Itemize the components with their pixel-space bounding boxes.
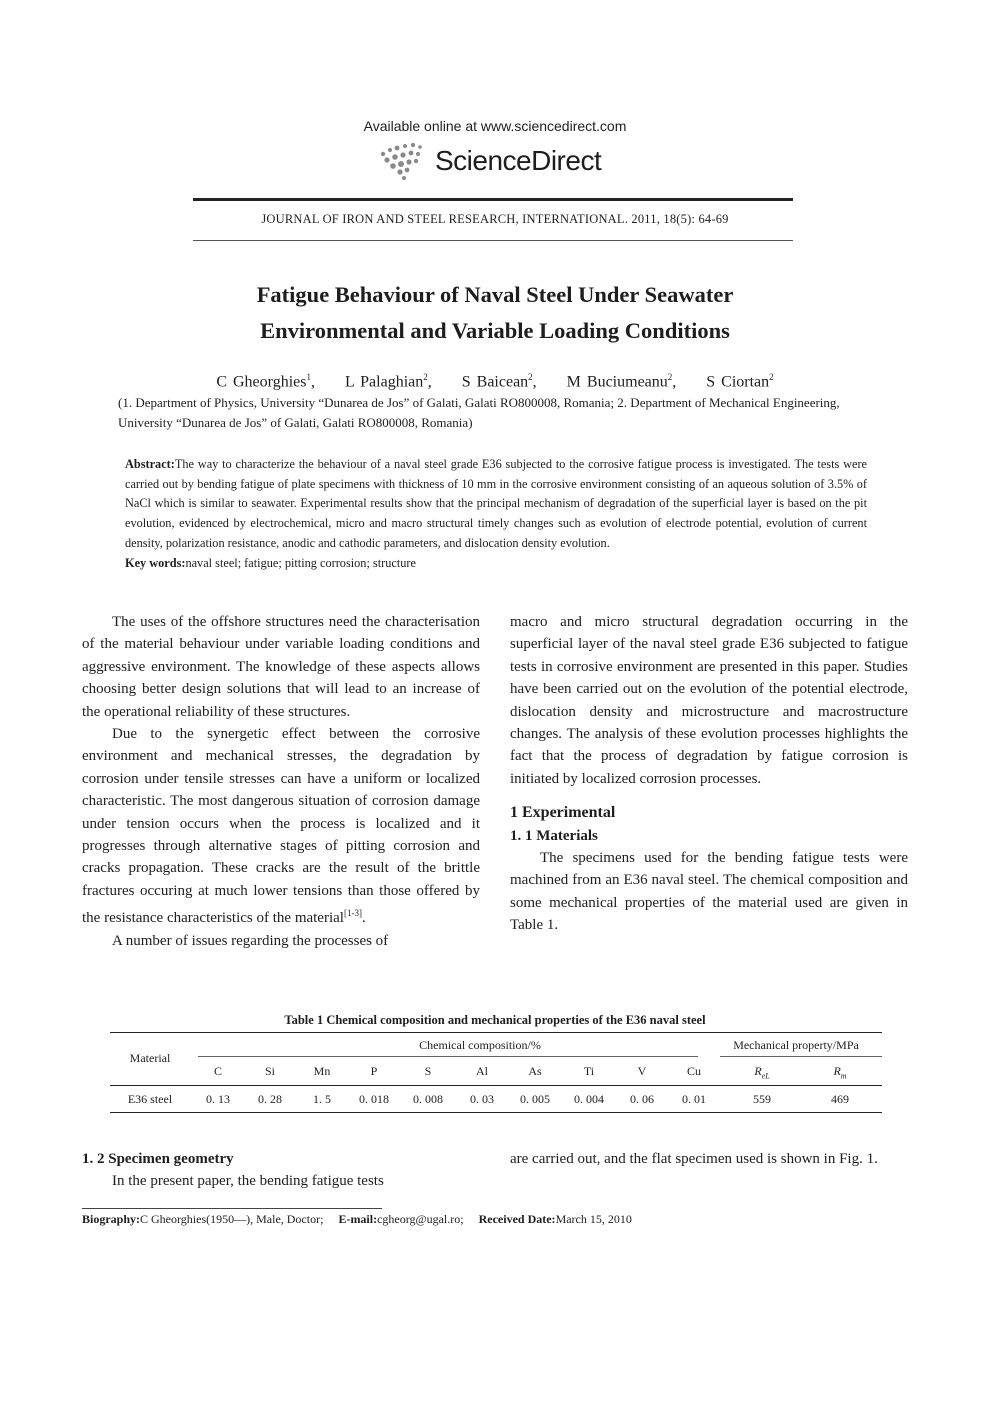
table-col-header-symbol: R: [754, 1064, 762, 1078]
table-col-header: S: [424, 1064, 432, 1078]
author-name: C Gheorghies: [216, 373, 307, 391]
subsection-heading: 1. 1 Materials: [510, 827, 598, 844]
table-col-header: Ti: [583, 1064, 595, 1078]
table-col-header-symbol: R: [833, 1064, 841, 1078]
abstract-paragraph: [125, 455, 867, 554]
abstract-block: [125, 455, 867, 573]
table-group-rule-chem: [198, 1056, 698, 1057]
table-cell: 0. 008: [413, 1092, 443, 1106]
body-right-column: [510, 611, 908, 937]
table-cell: 559: [753, 1092, 771, 1106]
table-col-header: P: [370, 1064, 378, 1078]
body-paragraph: A number of issues regarding the processes of: [112, 932, 389, 949]
body-paragraph: macro and micro structural degradation occurring in the superficial layer of the naval steel grade E36 subjected to fatigue tests in corrosive environment are presented in this paper. Studies have been carried out on the evolution of the potential electrode, dislocation density and microstructure and macrostructure changes. The analysis of these evolution processes highlights the fact that the process of degradation by fatigue corrosion is initiated by localized corrosion processes.: [510, 614, 908, 787]
table-col-header-subscript: eL: [761, 1071, 770, 1081]
biography-footnote: [82, 1212, 912, 1227]
table-header-mechanical: Mechanical property/MPa: [733, 1038, 859, 1052]
table-cell: 469: [831, 1092, 849, 1106]
author-affiliation-mark: 2: [528, 372, 533, 382]
author-name: M Buciumeanu: [566, 373, 668, 391]
table-cell: 0. 01: [682, 1092, 706, 1106]
email-label: E-mail:: [338, 1212, 378, 1226]
table-cell: 0. 03: [470, 1092, 494, 1106]
table-col-header: Al: [476, 1064, 488, 1078]
subsection-heading: 1. 2 Specimen geometry: [82, 1151, 234, 1167]
journal-citation-line: JOURNAL OF IRON AND STEEL RESEARCH, INTERNATIONAL. 2011, 18(5): 64-69: [261, 212, 729, 226]
sciencedirect-logo: [375, 140, 635, 184]
body-left-column: [82, 611, 480, 952]
author-name: S Baicean: [461, 373, 529, 391]
table-bottom-rule: [110, 1112, 882, 1113]
keywords-text: naval steel; fatigue; pitting corrosion; structure: [185, 555, 416, 570]
paper-title-line-1: Fatigue Behaviour of Naval Steel Under Seawater: [256, 282, 734, 307]
table-col-header: [740, 1064, 784, 1080]
author-affiliation-mark: 2: [423, 372, 428, 382]
table-cell: 0. 004: [574, 1092, 604, 1106]
citation-mark: [1-3]: [343, 908, 362, 919]
keywords-label: Key words:: [125, 555, 186, 570]
table-col-header-subscript: m: [840, 1071, 847, 1081]
abstract-text: The way to characterize the behaviour of a naval steel grade E36 subjected to the corrosive fatigue process is investigated. The tests were carried out by bending fatigue of plate specimens with thickness of 10 mm in the corrosive environment consisting of an aqueous solution of 3.5% of NaCl which is similar to seawater. Experimental results show that the principal mechanism of degradation of the superficial layer is based on the pit evolution, evidenced by electrochemical, micro and macro structural timely changes such as evolution of electrode potential, evolution of current density, polarization resistance, anodic and cathodic parameters, and dislocation density evolution.: [125, 457, 867, 550]
table-col-header: As: [528, 1064, 542, 1078]
email-address: cgheorg@ugal.ro;: [377, 1212, 464, 1226]
author-list: C Gheorghies$^1$, L Palaghian$^2$, S Baicean$^2$, M Buciumeanu$^2$, S Ciortan$^2$: [216, 372, 774, 391]
sciencedirect-dots-icon: [375, 140, 431, 184]
author-name: S Ciortan: [706, 373, 770, 391]
author-affiliation-mark: 2: [667, 372, 673, 382]
body-paragraph: Due to the synergetic effect between the corrosive environment and mechanical stresses, the degradation by corrosion under tensile stresses can have a uniform or localized characteristic. The most dangerous situation of corrosion damage under tension occurs when the process is localized and it progresses through alternative stages of pitting corrosion and cracks propagation. These cracks are the result of the brittle fractures occuring at much lower tensions than those offered by the resistance characteristics of the material[1-3].: [82, 726, 480, 927]
sciencedirect-wordmark: ScienceDirect: [435, 145, 602, 176]
table-cell: 1. 5: [313, 1092, 331, 1106]
body-paragraph-text: Due to the synergetic effect between the corrosive environment and mechanical stresses, the degradation by corrosion under tensile stresses can have a uniform or localized characteristic. The most dangerous situation of corrosion damage under tension occurs when the process is localized and it progresses through alternative stages of pitting corrosion and cracks propagation. These cracks are the result of the brittle fractures occuring at much lower tensions than those offered by the resistance characteristics of the material: [82, 726, 480, 927]
composition-table: [110, 1032, 882, 1112]
available-online-text: Available online at www.sciencedirect.com: [363, 118, 627, 134]
section-1-2-right: [510, 1148, 908, 1170]
table-cell: 0. 13: [206, 1092, 230, 1106]
table-cell: 0. 018: [359, 1092, 389, 1106]
table-header-rule: [110, 1085, 882, 1086]
section-heading: 1 Experimental: [510, 804, 616, 822]
table-header-chemical: Chemical composition/%: [419, 1038, 541, 1052]
abstract-label: Abstract:: [125, 457, 175, 471]
received-date-label: Received Date:: [478, 1212, 556, 1226]
body-paragraph: The specimens used for the bending fatigue tests were machined from an E36 naval steel. The chemical composition and some mechanical properties of the material used are given in Table 1.: [510, 850, 908, 934]
table-caption: Table 1 Chemical composition and mechanical properties of the E36 naval steel: [284, 1013, 706, 1027]
biography-text: C Gheorghies(1950—), Male, Doctor;: [140, 1212, 324, 1226]
table-header-material: Material: [129, 1051, 171, 1065]
body-paragraph: In the present paper, the bending fatigue tests: [112, 1173, 384, 1190]
paper-title-line-2: Environmental and Variable Loading Conditions: [260, 318, 730, 343]
table-cell: 0. 06: [630, 1092, 654, 1106]
header-rule-top: [193, 198, 793, 201]
body-paragraph: The uses of the offshore structures need the characterisation of the material behaviour under variable loading conditions and aggressive environment. The knowledge of these aspects allows choosing better design solutions that will lead to an increase of the operational reliability of these structures.: [82, 614, 480, 720]
section-1-2-left: [82, 1148, 480, 1193]
table-col-header: V: [637, 1064, 647, 1078]
author-name: L Palaghian: [344, 373, 424, 391]
affiliations: (1. Department of Physics, University “Dunarea de Jos” of Galati, Galati RO800008, Romania; 2. Department of Mechanical Engineering, University “Dunarea de Jos” of Galati, Galati RO800008, Romania): [118, 395, 840, 430]
table-row-label: E36 steel: [127, 1092, 173, 1106]
header-rule-bottom: [193, 240, 793, 241]
keywords-line: [125, 554, 867, 574]
table-col-header: Si: [264, 1064, 275, 1078]
body-paragraph: are carried out, and the flat specimen used is shown in Fig. 1.: [510, 1151, 878, 1167]
table-cell: 0. 28: [258, 1092, 282, 1106]
table-group-rule-mech: [720, 1056, 882, 1057]
table-col-header: Mn: [313, 1064, 331, 1078]
table-top-rule: [110, 1032, 882, 1033]
table-col-header: [818, 1064, 862, 1080]
table-cell: 0. 005: [520, 1092, 550, 1106]
author-affiliation-mark: 2: [769, 372, 774, 382]
biography-label: Biography:: [82, 1212, 141, 1226]
table-col-header: Cu: [686, 1064, 701, 1078]
author-affiliation-mark: 1: [306, 372, 311, 382]
received-date: March 15, 2010: [555, 1212, 632, 1226]
table-col-header: C: [213, 1064, 222, 1078]
footnote-rule: [82, 1208, 382, 1209]
